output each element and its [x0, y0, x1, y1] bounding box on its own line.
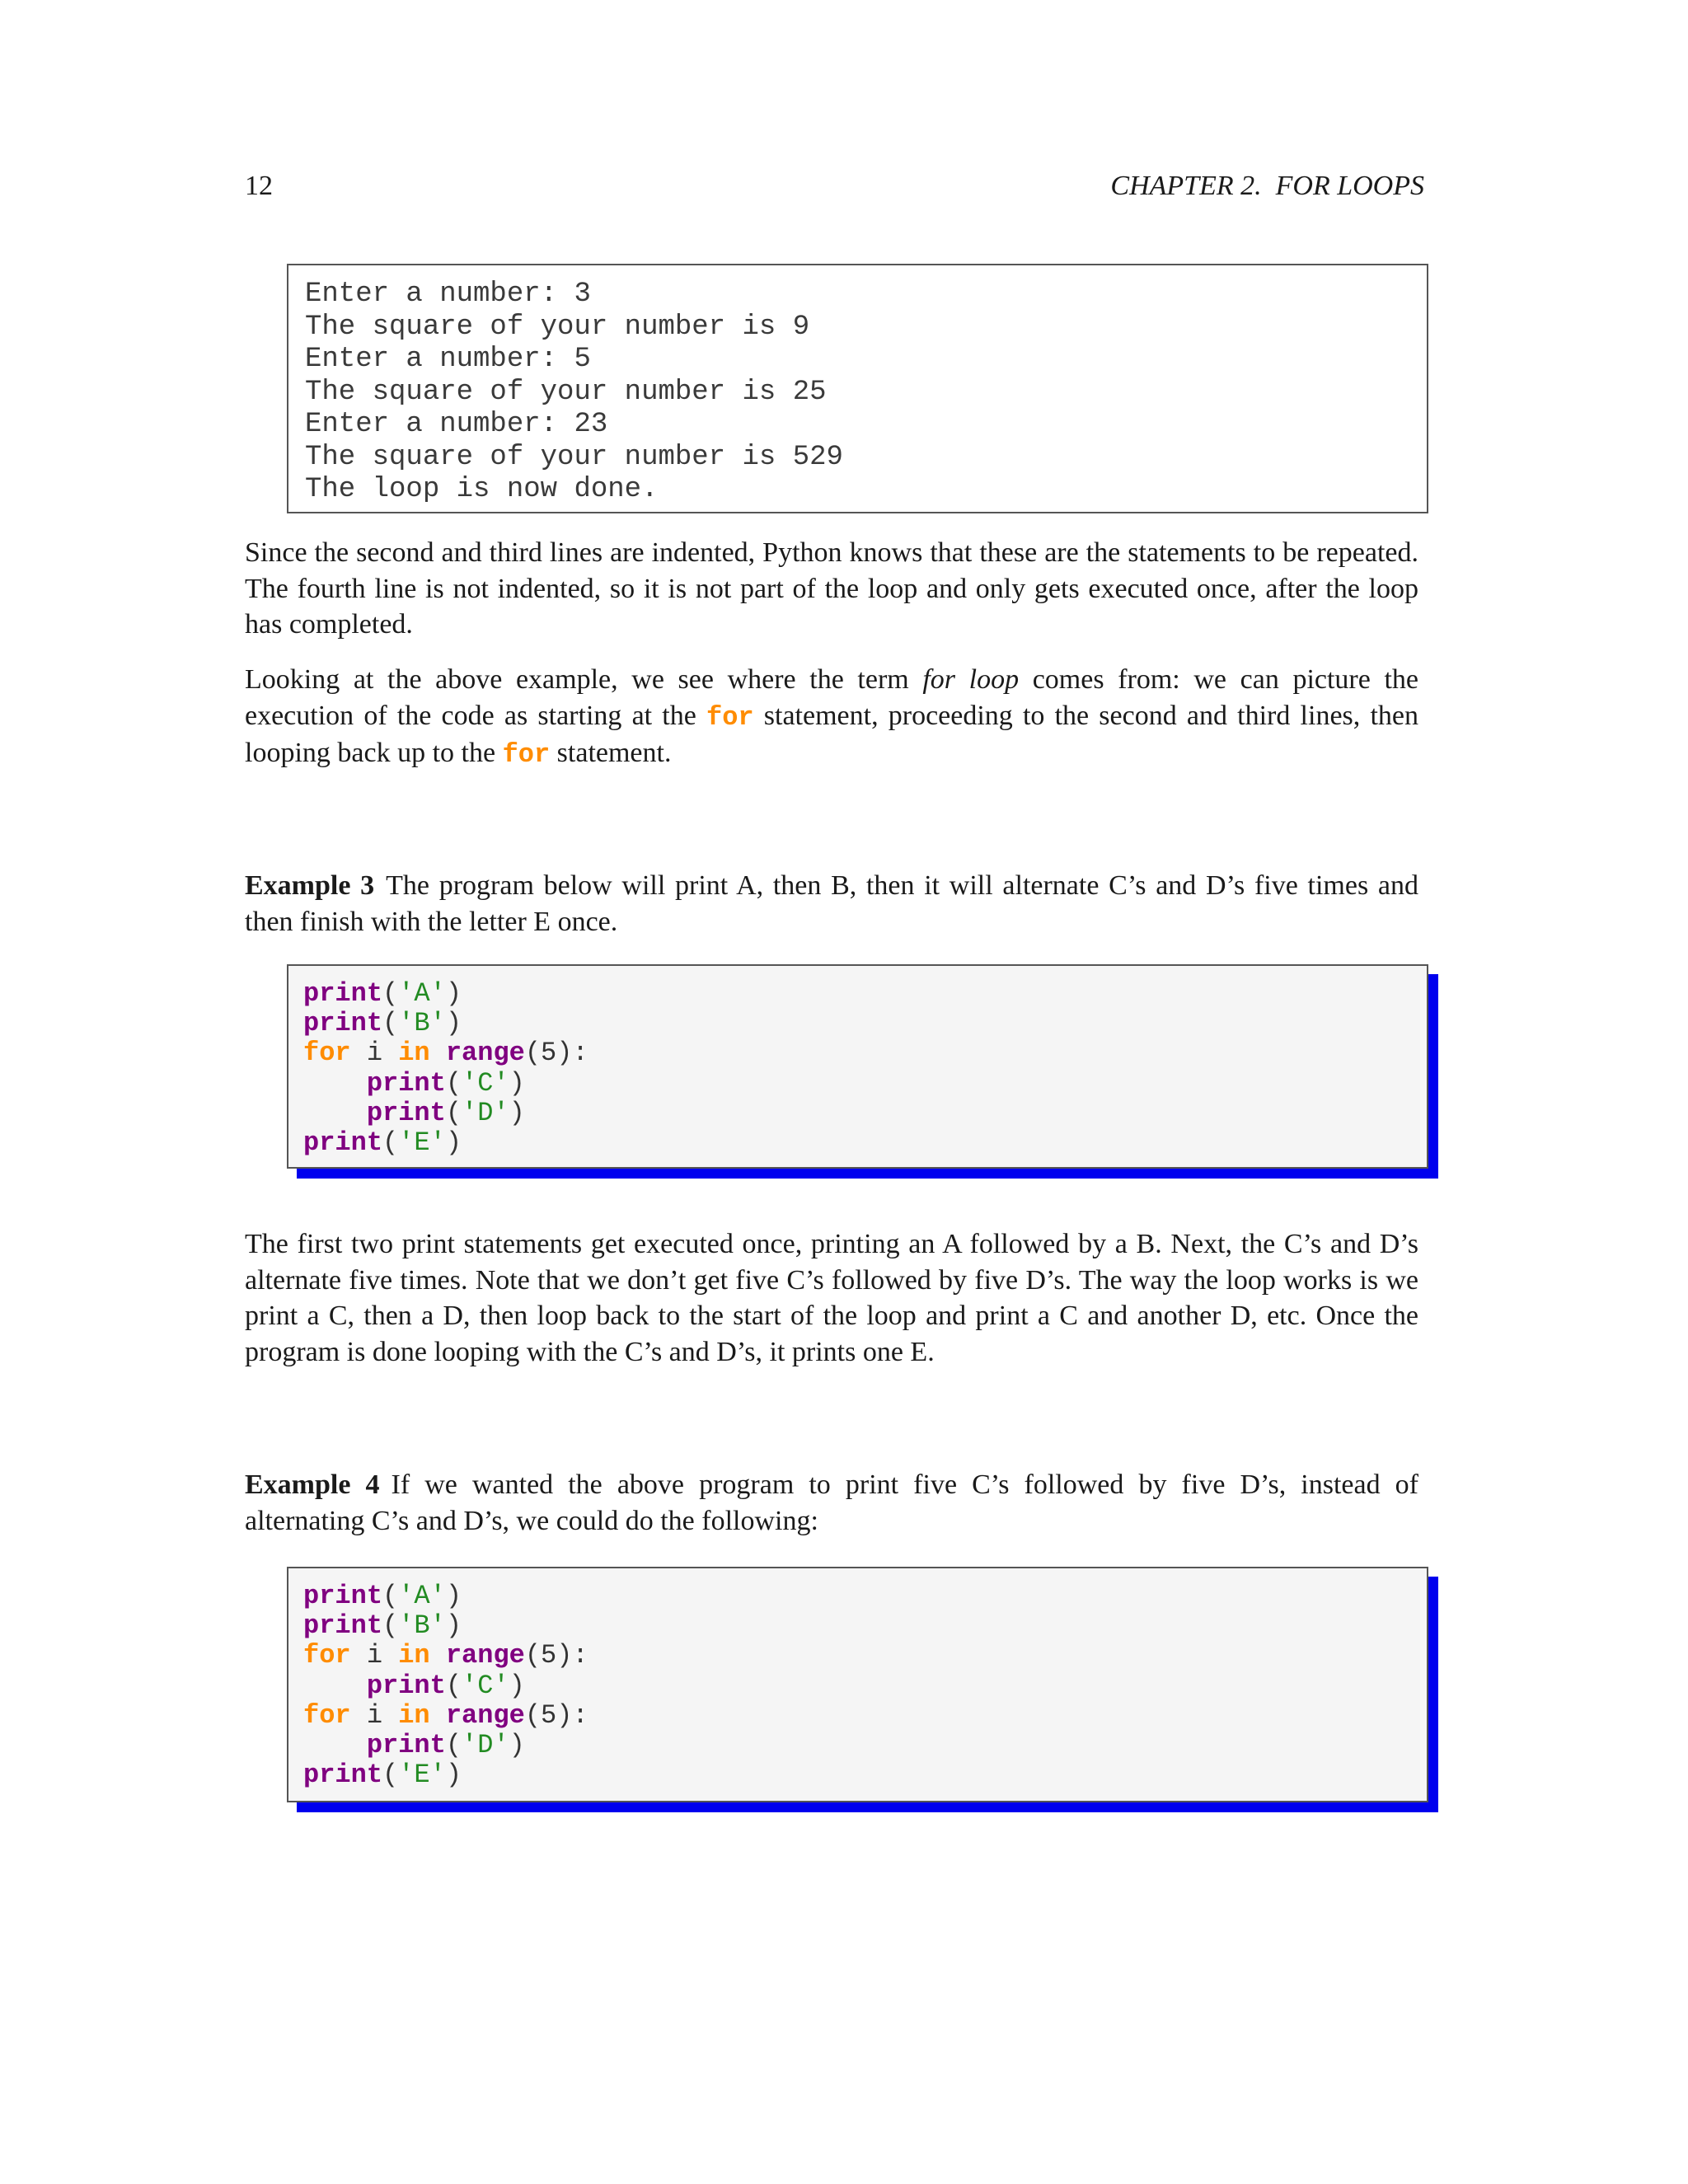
- paragraph-text: Looking at the above example, we see where the term: [245, 664, 923, 695]
- paragraph-text: statement, proceeding to the second and third lines, then looping back up to the: [245, 700, 1418, 768]
- code-box: [287, 1567, 1428, 1802]
- paragraph-example-3-explanation: The first two print statements get executed once, printing an A followed by a B. Next, the C’s and D’s alternate five times. Note that we don’t get five C’s followed by five D’s. The way the loop works is we print a C, then a D, then loop back to the start of the loop and print a C and another D, etc. Once the program is done looping with the C’s and D’s, it prints one E.: [245, 1229, 1418, 1367]
- output-line: The square of your number is 9: [305, 311, 810, 343]
- example-4-code-listing: [287, 1567, 1428, 1802]
- code-line: for i in range(5):: [303, 1640, 588, 1671]
- code-line: print('A'): [303, 1581, 462, 1611]
- example-3-description: [245, 868, 1418, 940]
- example-4-label: Example 4: [245, 1469, 380, 1500]
- running-header: CHAPTER 2. FOR LOOPS: [1110, 171, 1424, 201]
- output-line: Enter a number: 5: [305, 344, 591, 375]
- output-line: Enter a number: 23: [305, 409, 608, 440]
- code-line: print('C'): [366, 1067, 525, 1099]
- code-line: for i in range(5):: [303, 1038, 588, 1069]
- paragraph-text: statement.: [550, 738, 672, 768]
- inline-keyword-for: for: [706, 701, 754, 733]
- paragraph-indentation-explanation: Since the second and third lines are indented, Python knows that these are the statements to be repeated. The fourth line is not indented, so it is not part of the loop and only gets executed once, after the loop has completed.: [245, 537, 1418, 640]
- code-line: for i in range(5):: [303, 1699, 588, 1731]
- example-4-description: [245, 1467, 1418, 1539]
- code-line: print('E'): [303, 1127, 462, 1159]
- output-line: The square of your number is 25: [305, 376, 827, 408]
- example-3-text: The program below will print A, then B, then it will alternate C’s and D’s five times and then finish with the letter E once.: [245, 870, 1418, 937]
- example-3-code-listing: [287, 964, 1428, 1169]
- paragraph-text: comes from: we can picture the execution of the code as starting at the: [245, 664, 1418, 731]
- output-line: The loop is now done.: [305, 474, 659, 505]
- code-line: print('B'): [303, 1610, 462, 1642]
- paragraph-for-loop-term: [245, 662, 1418, 773]
- code-line: print('C'): [366, 1670, 525, 1701]
- code-line: print('D'): [366, 1097, 525, 1128]
- code-box: [287, 964, 1428, 1169]
- output-line: The square of your number is 529: [305, 441, 843, 473]
- example-3-label: Example 3: [245, 870, 375, 901]
- inline-keyword-for: for: [502, 739, 551, 770]
- example-4-text: If we wanted the above program to print five C’s followed by five D’s, instead of alternating C’s and D’s, we could do the following:: [245, 1469, 1418, 1536]
- output-line: Enter a number: 3: [305, 279, 591, 310]
- code-line: print('E'): [303, 1760, 462, 1791]
- code-line: print('A'): [303, 978, 462, 1009]
- page-number: 12: [245, 171, 273, 201]
- program-output-box: [287, 264, 1428, 513]
- code-line: print('B'): [303, 1008, 462, 1039]
- code-line: print('D'): [366, 1730, 525, 1761]
- term-for-loop: for loop: [922, 664, 1020, 695]
